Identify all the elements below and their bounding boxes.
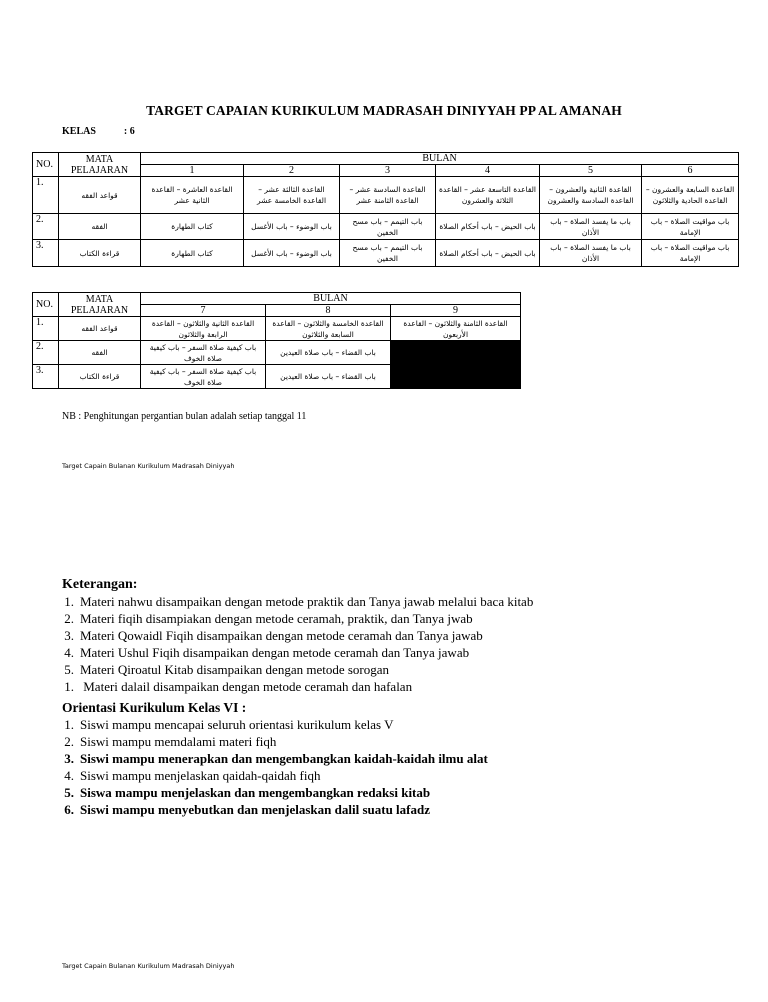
target-table-1	[32, 152, 739, 267]
table-row	[33, 240, 739, 267]
blacked-out-cell	[391, 365, 521, 389]
month-header: 5	[540, 165, 642, 177]
target-cell: القاعدة السابعة والعشرون – القاعدة الحادية والثلاثون	[642, 177, 739, 214]
target-cell: القاعدة العاشرة – القاعدة الثانية عشر	[141, 177, 244, 214]
target-cell: القاعدة السادسة عشر – القاعدة الثامنة عشر	[340, 177, 436, 214]
table-row	[33, 317, 521, 341]
month-header: 3	[340, 165, 436, 177]
target-cell: القاعدة الثانية والثلاثون – القاعدة الرابعة والثلاثون	[141, 317, 266, 341]
target-cell: باب القضاء – باب صلاة العيدين	[266, 341, 391, 365]
kelas-value: : 6	[123, 126, 135, 137]
target-cell: باب الحيض – باب أحكام الصلاة	[436, 240, 540, 267]
target-cell: باب القضاء – باب صلاة العيدين	[266, 365, 391, 389]
list-item: 5. Siswa mampu menjelaskan dan mengembangkan redaksi kitab	[64, 785, 431, 800]
target-cell: باب ما يفسد الصلاة – باب الأذان	[540, 214, 642, 240]
target-cell: باب ما يفسد الصلاة – باب الأذان	[540, 240, 642, 267]
month-header: 8	[266, 305, 391, 317]
kelas-line	[62, 126, 135, 137]
subject-cell: قواعد الفقه	[59, 317, 141, 341]
target-cell: كتاب الطهارة	[141, 240, 244, 267]
mata-pelajaran-header: MATA PELAJARAN	[59, 293, 141, 317]
list-item: 5. Materi Qiroatul Kitab disampaikan dengan metode sorogan	[64, 662, 390, 677]
row-number: 3.	[33, 365, 59, 389]
list-item: 2. Siswi mampu memdalami materi fiqh	[64, 734, 277, 749]
row-number: 2.	[33, 341, 59, 365]
target-cell: باب مواقيت الصلاة – باب الإمامة	[642, 214, 739, 240]
row-number: 1.	[33, 177, 59, 214]
mata-pelajaran-header: MATA PELAJARAN	[59, 153, 141, 177]
table-row	[33, 365, 521, 389]
subject-cell: قراءة الكتاب	[59, 365, 141, 389]
no-header: NO.	[33, 153, 59, 177]
page-footer: Target Capain Bulanan Kurikulum Madrasah Diniyyah	[62, 962, 235, 970]
list-item: 4. Materi Ushul Fiqih disampaikan dengan metode ceramah dan Tanya jawab	[64, 645, 470, 660]
target-cell: القاعدة الثالثة عشر – القاعدة الخامسة عشر	[244, 177, 340, 214]
target-cell: القاعدة الثامنة والثلاثون – القاعدة الأربعون	[391, 317, 521, 341]
orientasi-title: Orientasi Kurikulum Kelas VI :	[62, 700, 247, 715]
table-row	[33, 341, 521, 365]
target-cell: باب كيفية صلاة السفر – باب كيفية صلاة الخوف	[141, 365, 266, 389]
list-item: 1. Siswi mampu mencapai seluruh orientasi kurikulum kelas V	[64, 717, 394, 732]
list-item: 1. Materi dalail disampaikan dengan metode ceramah dan hafalan	[64, 679, 413, 694]
no-header: NO.	[33, 293, 59, 317]
target-cell: القاعدة الثانية والعشرون – القاعدة السادسة والعشرون	[540, 177, 642, 214]
blacked-out-cell	[391, 341, 521, 365]
target-cell: باب التيمم – باب مسح الخفين	[340, 240, 436, 267]
kelas-label: KELAS	[62, 126, 96, 137]
page-title: TARGET CAPAIAN KURIKULUM MADRASAH DINIYYAH PP AL AMANAH	[146, 103, 622, 118]
row-number: 1.	[33, 317, 59, 341]
month-header: 4	[436, 165, 540, 177]
table-row	[33, 177, 739, 214]
target-cell: باب الوضوء – باب الأغسل	[244, 240, 340, 267]
list-item: 2. Materi fiqih disampiakan dengan metode ceramah, praktik, dan Tanya jwab	[64, 611, 473, 626]
orientasi-list	[50, 716, 488, 818]
target-cell: باب مواقيت الصلاة – باب الإمامة	[642, 240, 739, 267]
subject-cell: الفقه	[59, 214, 141, 240]
month-header: 6	[642, 165, 739, 177]
target-cell: باب كيفية صلاة السفر – باب كيفية صلاة الخوف	[141, 341, 266, 365]
row-number: 3.	[33, 240, 59, 267]
target-table-2	[32, 292, 521, 389]
bulan-header: BULAN	[141, 153, 739, 165]
subject-cell: قواعد الفقه	[59, 177, 141, 214]
list-item: 4. Siswi mampu menjelaskan qaidah-qaidah fiqh	[64, 768, 321, 783]
target-cell: باب التيمم – باب مسح الخفين	[340, 214, 436, 240]
nb-note: NB : Penghitungan pergantian bulan adalah setiap tanggal 11	[62, 411, 307, 422]
list-item: 3. Siswi mampu menerapkan dan mengembangkan kaidah-kaidah ilmu alat	[64, 751, 488, 766]
month-header: 2	[244, 165, 340, 177]
target-cell: كتاب الطهارة	[141, 214, 244, 240]
subject-cell: الفقه	[59, 341, 141, 365]
row-number: 2.	[33, 214, 59, 240]
target-cell: باب الحيض – باب أحكام الصلاة	[436, 214, 540, 240]
list-item: 3. Materi Qowaidl Fiqih disampaikan dengan metode ceramah dan Tanya jawab	[64, 628, 483, 643]
month-header: 7	[141, 305, 266, 317]
keterangan-list	[50, 593, 533, 695]
month-header: 9	[391, 305, 521, 317]
table-row	[33, 214, 739, 240]
target-cell: القاعدة التاسعة عشر – القاعدة الثلاثة والعشرون	[436, 177, 540, 214]
subject-cell: قراءة الكتاب	[59, 240, 141, 267]
list-item: 1. Materi nahwu disampaikan dengan metode praktik dan Tanya jawab melalui baca kitab	[64, 594, 534, 609]
bulan-header: BULAN	[141, 293, 521, 305]
list-item: 6. Siswi mampu menyebutkan dan menjelaskan dalil suatu lafadz	[64, 802, 430, 817]
target-cell: باب الوضوء – باب الأغسل	[244, 214, 340, 240]
month-header: 1	[141, 165, 244, 177]
keterangan-title: Keterangan:	[62, 577, 138, 592]
page-footer: Target Capain Bulanan Kurikulum Madrasah Diniyyah	[62, 462, 235, 470]
target-cell: القاعدة الخامسة والثلاثون – القاعدة السابعة والثلاثون	[266, 317, 391, 341]
